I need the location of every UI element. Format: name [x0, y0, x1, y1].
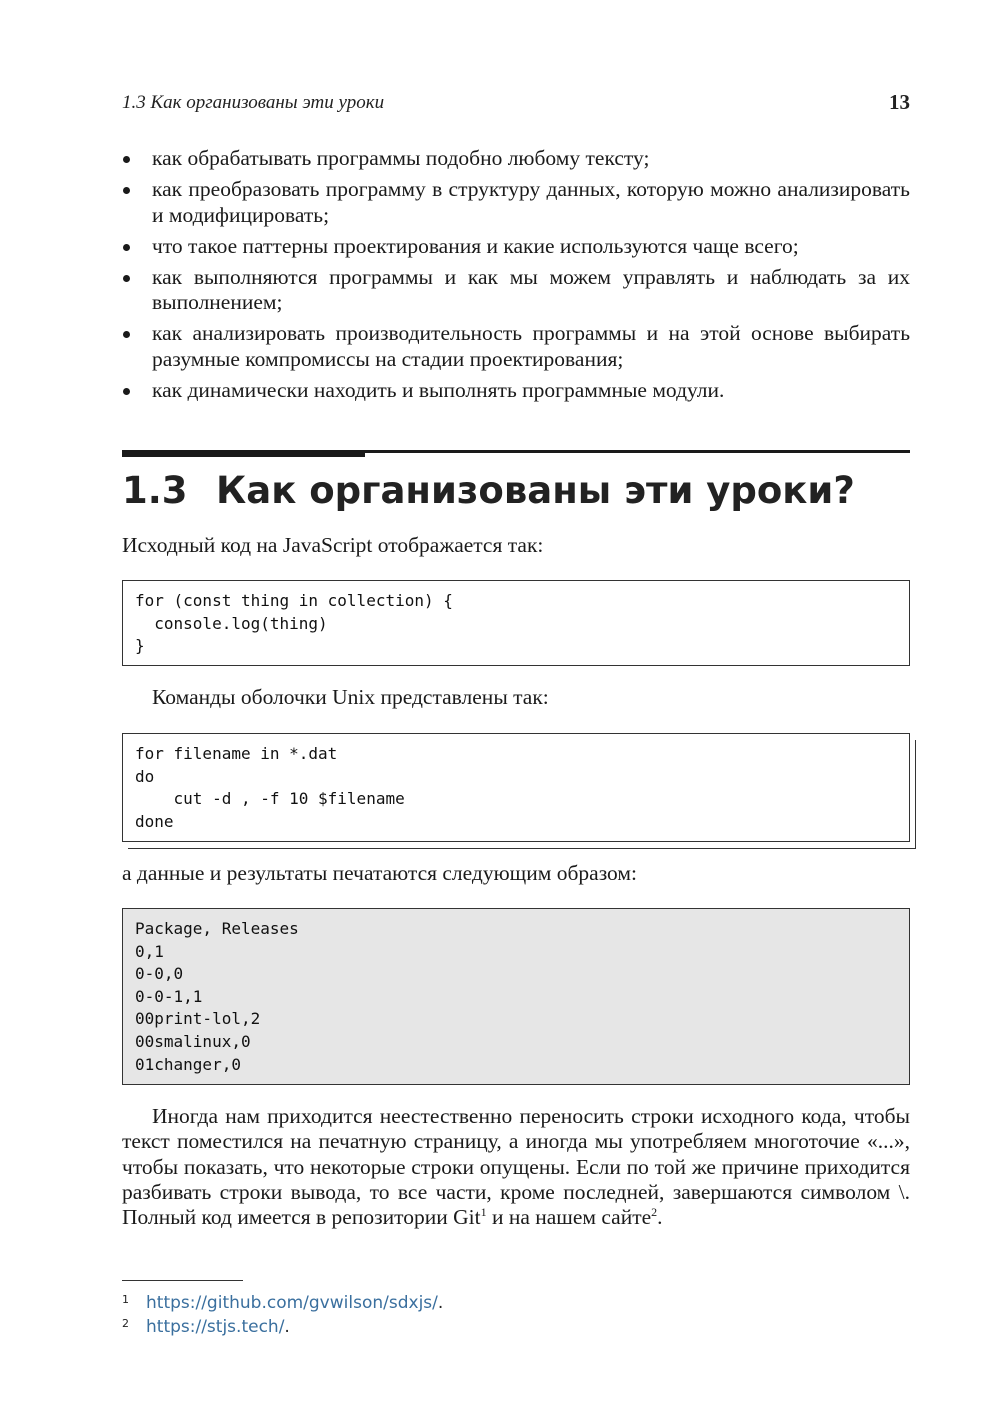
bullet-text: как выполняются программы и как мы можем управлять и наблюдать за их выполнением;	[152, 264, 910, 314]
para-final-text: .	[657, 1205, 663, 1230]
bullet-dot-icon	[123, 156, 130, 163]
code-block-js: for (const thing in collection) { console.log(thing) }	[122, 580, 910, 666]
bullet-text: как обрабатывать программы подобно любому тексту;	[152, 146, 650, 170]
footnote-number: 1	[122, 1293, 129, 1306]
bullet-item	[122, 378, 910, 404]
bullet-text: что такое паттерны проектирования и какие используются чаще всего;	[152, 233, 799, 258]
running-head	[122, 88, 910, 118]
footnote-number: 2	[122, 1317, 129, 1330]
para-shell-intro: Команды оболочки Unix представлены так:	[152, 685, 549, 709]
section-title: Как организованы эти уроки?	[216, 469, 855, 512]
para-final-text: и на нашем сайте	[486, 1205, 652, 1230]
bullet-text: как анализировать производительность программы и на этой основе выбирать разумные компромиссы на стадии проектирования;	[152, 321, 910, 371]
bullet-item	[122, 146, 910, 172]
footnote-ref-2[interactable]: 2	[651, 1205, 658, 1220]
para-data-intro: а данные и результаты печатаются следующим образом:	[122, 861, 637, 885]
running-head-title: 1.3 Как организованы эти уроки	[122, 92, 385, 113]
bullet-dot-icon	[123, 388, 130, 395]
bullet-item	[122, 321, 910, 372]
para-final-text: Иногда нам приходится неестественно переносить строки исходного кода, чтобы текст поместился на печатную страницу, а иногда мы употребляем многоточие «...», чтобы показать, что некоторые строки опущены. Если по той же причине приходится разбивать строки вывода, то все части, кроме последней, завершаются символом \. Полный код имеется в репозитории Git	[122, 1104, 910, 1230]
bullet-text: как преобразовать программу в структуру данных, которую можно анализировать и модифицировать;	[152, 177, 910, 227]
section-rule-thick	[122, 450, 365, 457]
section-rule-thin	[365, 450, 910, 453]
footnote-link-github[interactable]: https://github.com/gvwilson/sdxjs/	[146, 1293, 438, 1313]
bullet-dot-icon	[123, 331, 130, 338]
bullet-list	[122, 146, 910, 409]
code-block-data: Package, Releases 0,1 0-0,0 0-0-1,1 00print-lol,2 00smalinux,0 01changer,0	[122, 908, 910, 1085]
bullet-item	[122, 177, 910, 228]
section-number: 1.3	[122, 469, 188, 512]
bullet-dot-icon	[123, 275, 130, 282]
footnote-rule	[122, 1280, 243, 1281]
footnote-ref-1[interactable]: 1	[480, 1205, 487, 1220]
bullet-item	[122, 265, 910, 316]
bullet-text: как динамически находить и выполнять программные модули.	[152, 377, 725, 402]
footnote-link-site[interactable]: https://stjs.tech/	[146, 1317, 285, 1337]
para-js-intro: Исходный код на JavaScript отображается так:	[122, 533, 544, 557]
bullet-dot-icon	[123, 244, 130, 251]
bullet-dot-icon	[123, 187, 130, 194]
para-final	[122, 1104, 910, 1230]
page-number: 13	[889, 90, 910, 114]
code-block-shell: for filename in *.dat do cut -d , -f 10 $filename done	[122, 733, 910, 842]
bullet-item	[122, 234, 910, 260]
section-heading	[122, 468, 855, 514]
